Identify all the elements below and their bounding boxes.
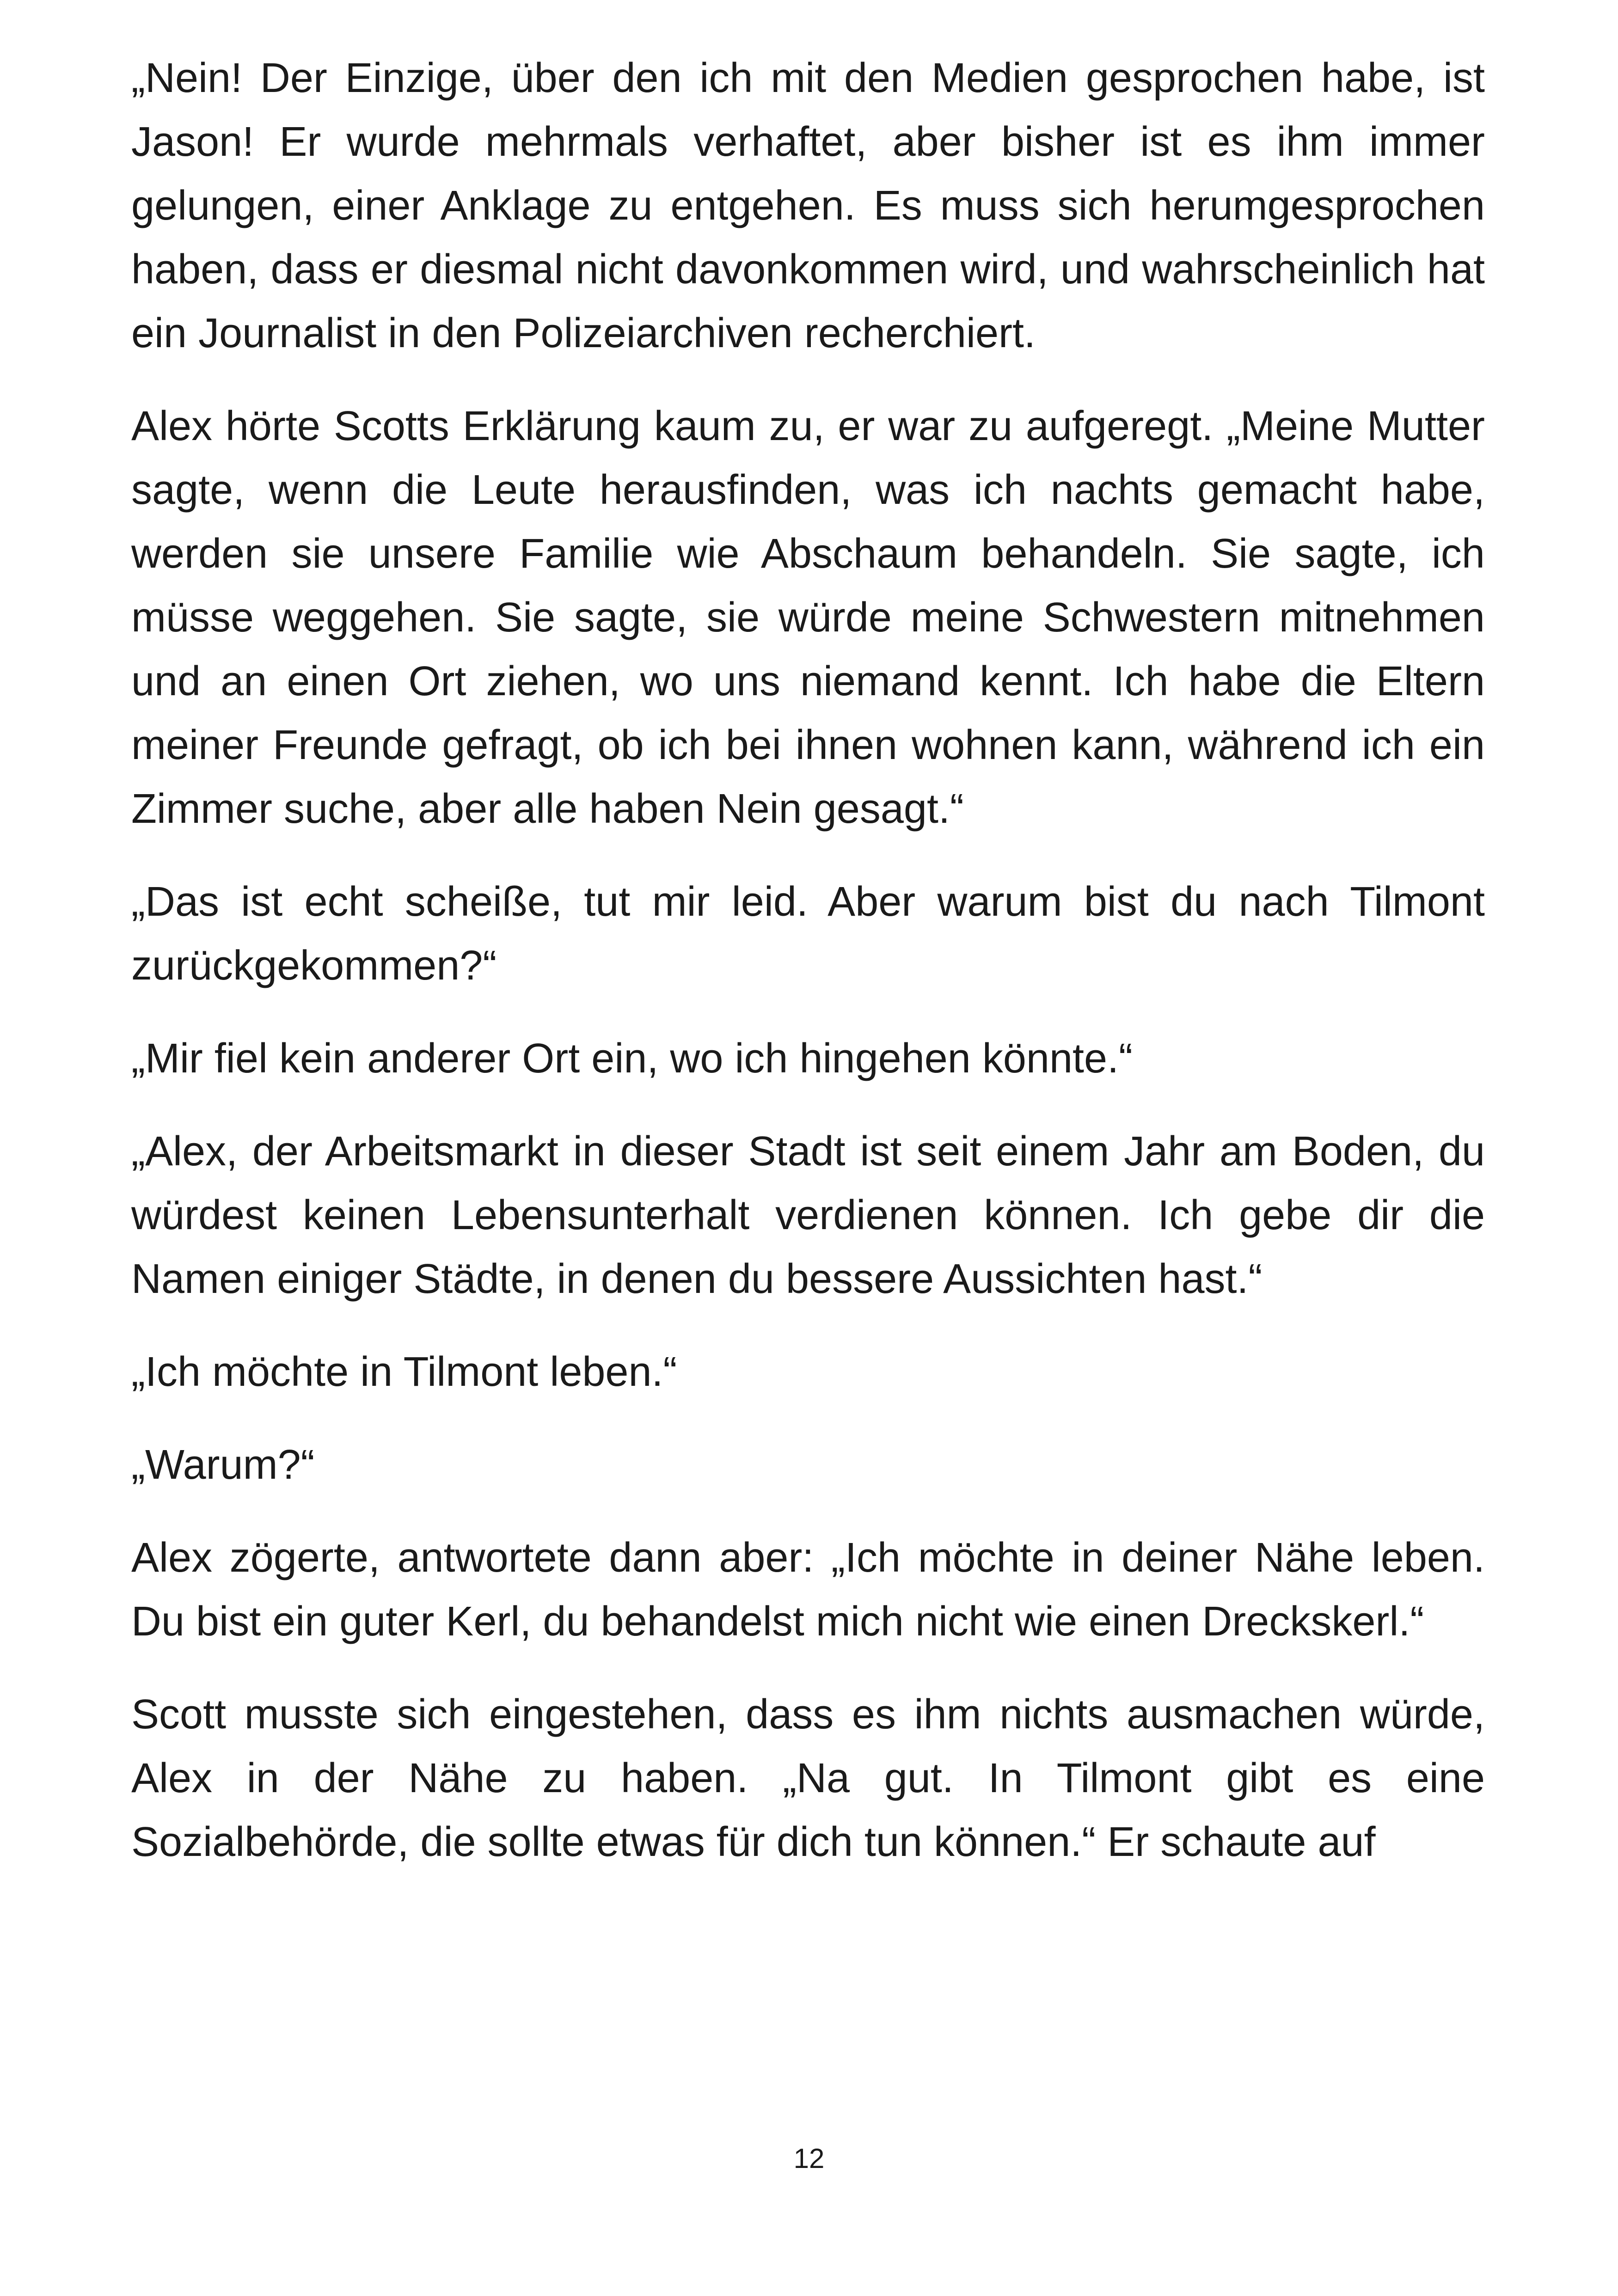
paragraph: „Mir fiel kein anderer Ort ein, wo ich hingehen könnte.“ <box>131 1035 1133 1082</box>
paragraph: „Ich möchte in Tilmont leben.“ <box>131 1349 677 1395</box>
paragraph: Alex zögerte, antwortete dann aber: „Ich möchte in deiner Nähe leben. Du bist ein guter Kerl, du behandelst mich nicht wie einen Dreckskerl.“ <box>131 1535 1485 1645</box>
body-text <box>131 46 1485 1903</box>
paragraph: „Warum?“ <box>131 1442 315 1488</box>
page-number: 12 <box>793 2143 825 2174</box>
paragraph: Scott musste sich eingestehen, dass es ihm nichts ausmachen würde, Alex in der Nähe zu haben. „Na gut. In Tilmont gibt es eine Sozialbehörde, die sollte etwas für dich tun können.“ Er schaute auf <box>131 1691 1485 1865</box>
paragraph: Alex hörte Scotts Erklärung kaum zu, er war zu aufgeregt. „Meine Mutter sagte, wenn die Leute herausfinden, was ich nachts gemacht habe, werden sie unsere Familie wie Abschaum behandeln. Sie sagte, ich müsse weggehen. Sie sagte, sie würde meine Schwestern mitnehmen und an einen Ort ziehen, wo uns niemand kennt. Ich habe die Eltern meiner Freunde gefragt, ob ich bei ihnen wohnen kann, während ich ein Zimmer suche, aber alle haben Nein gesagt.“ <box>131 403 1485 832</box>
paragraph: „Nein! Der Einzige, über den ich mit den Medien gesprochen habe, ist Jason! Er wurde mehrmals verhaftet, aber bisher ist es ihm immer gelungen, einer Anklage zu entgehen. Es muss sich herumgesprochen haben, dass er diesmal nicht davonkommen wird, und wahrscheinlich hat ein Journalist in den Polizeiarchiven recherchiert. <box>131 55 1485 356</box>
paragraph: „Das ist echt scheiße, tut mir leid. Aber warum bist du nach Tilmont zurückgekommen?“ <box>131 879 1485 989</box>
paragraph: „Alex, der Arbeitsmarkt in dieser Stadt ist seit einem Jahr am Boden, du würdest keinen Lebensunterhalt verdienen können. Ich gebe dir die Namen einiger Städte, in denen du bessere Aussichten hast.“ <box>131 1128 1485 1302</box>
